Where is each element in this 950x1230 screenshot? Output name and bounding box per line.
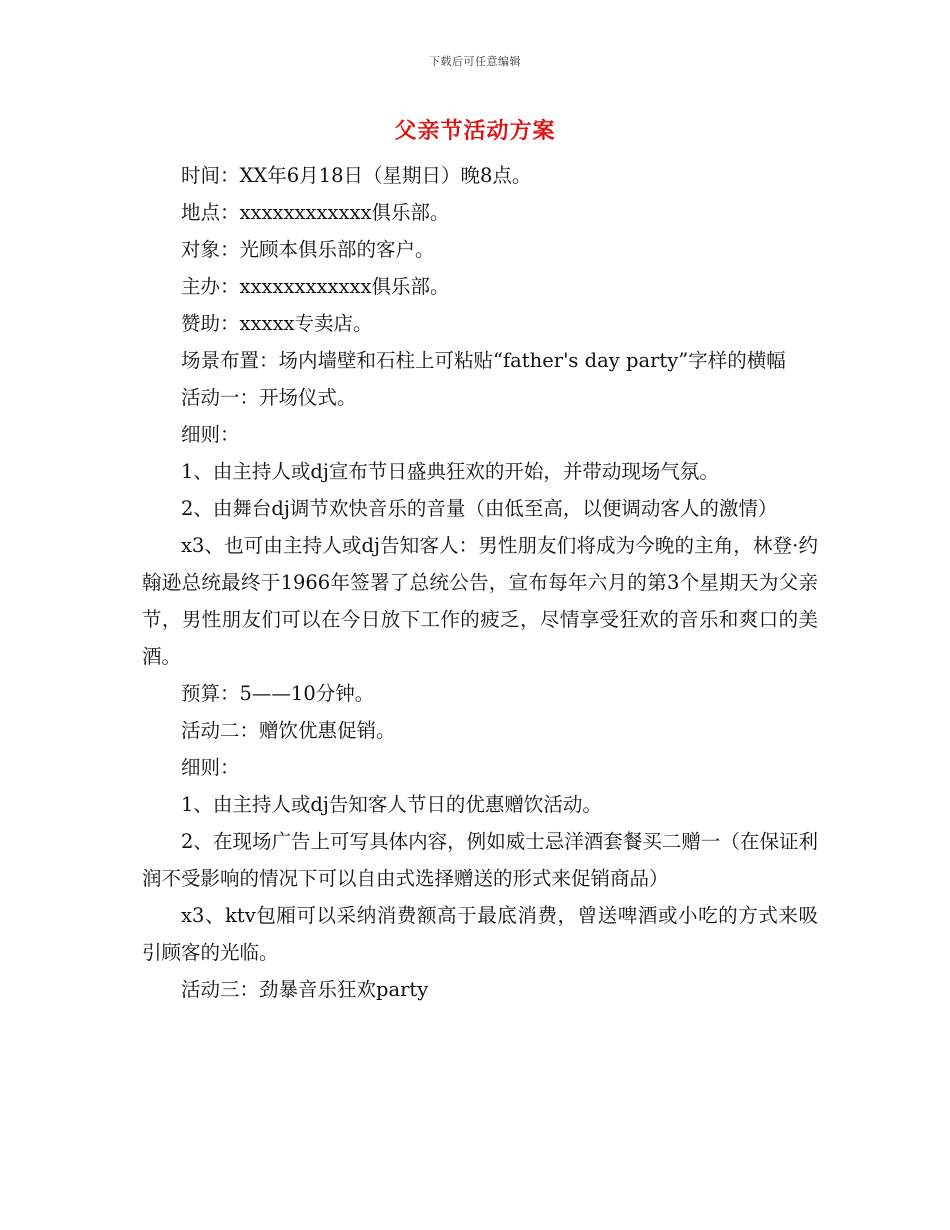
- document-title: 父亲节活动方案: [394, 118, 556, 144]
- paragraph-host: 主办：xxxxxxxxxxxx俱乐部。: [181, 275, 450, 298]
- header-note: 下载后可任意编辑: [429, 55, 521, 68]
- paragraph-sponsor: 赞助：xxxxx专卖店。: [181, 312, 373, 335]
- paragraph-location: 地点：xxxxxxxxxxxx俱乐部。: [181, 201, 450, 224]
- paragraph-details-2: 细则：: [181, 756, 240, 779]
- paragraph-item-2-3: x3、ktv包厢可以采纳消费额高于最底消费，曾送啤酒或小吃的方式来吸引顾客的光临。: [142, 904, 818, 964]
- paragraph-decoration: 场景布置：场内墙壁和石柱上可粘贴“father's day party”字样的横幅: [181, 349, 786, 372]
- document-body: [142, 157, 818, 1008]
- paragraph-item-2-2: 2、在现场广告上可写具体内容，例如威士忌洋酒套餐买二赠一（在保证利润不受影响的情况下可以自由式选择赠送的形式来促销商品）: [142, 830, 818, 890]
- paragraph-item-2-1: 1、由主持人或dj告知客人节日的优惠赠饮活动。: [181, 793, 602, 816]
- paragraph-activity-3: 活动三：劲暴音乐狂欢party: [181, 978, 429, 1001]
- paragraph-audience: 对象：光顾本俱乐部的客户。: [181, 238, 435, 261]
- paragraph-details-1: 细则：: [181, 423, 240, 446]
- paragraph-budget: 预算：5——10分钟。: [181, 682, 375, 705]
- paragraph-activity-1: 活动一：开场仪式。: [181, 386, 357, 409]
- paragraph-item-1-1: 1、由主持人或dj宣布节日盛典狂欢的开始，并带动现场气氛。: [181, 460, 719, 483]
- paragraph-item-1-3: x3、也可由主持人或dj告知客人：男性朋友们将成为今晚的主角，林登·约翰逊总统最终于1966年签署了总统公告，宣布每年六月的第3个星期天为父亲节，男性朋友们可以在今日放下工作的疲乏，尽情享受狂欢的音乐和爽口的美酒。: [142, 534, 818, 668]
- paragraph-item-1-2: 2、由舞台dj调节欢快音乐的音量（由低至高，以便调动客人的激情）: [181, 497, 778, 520]
- paragraph-activity-2: 活动二：赠饮优惠促销。: [181, 719, 396, 742]
- paragraph-time: 时间：XX年6月18日（星期日）晚8点。: [181, 164, 532, 187]
